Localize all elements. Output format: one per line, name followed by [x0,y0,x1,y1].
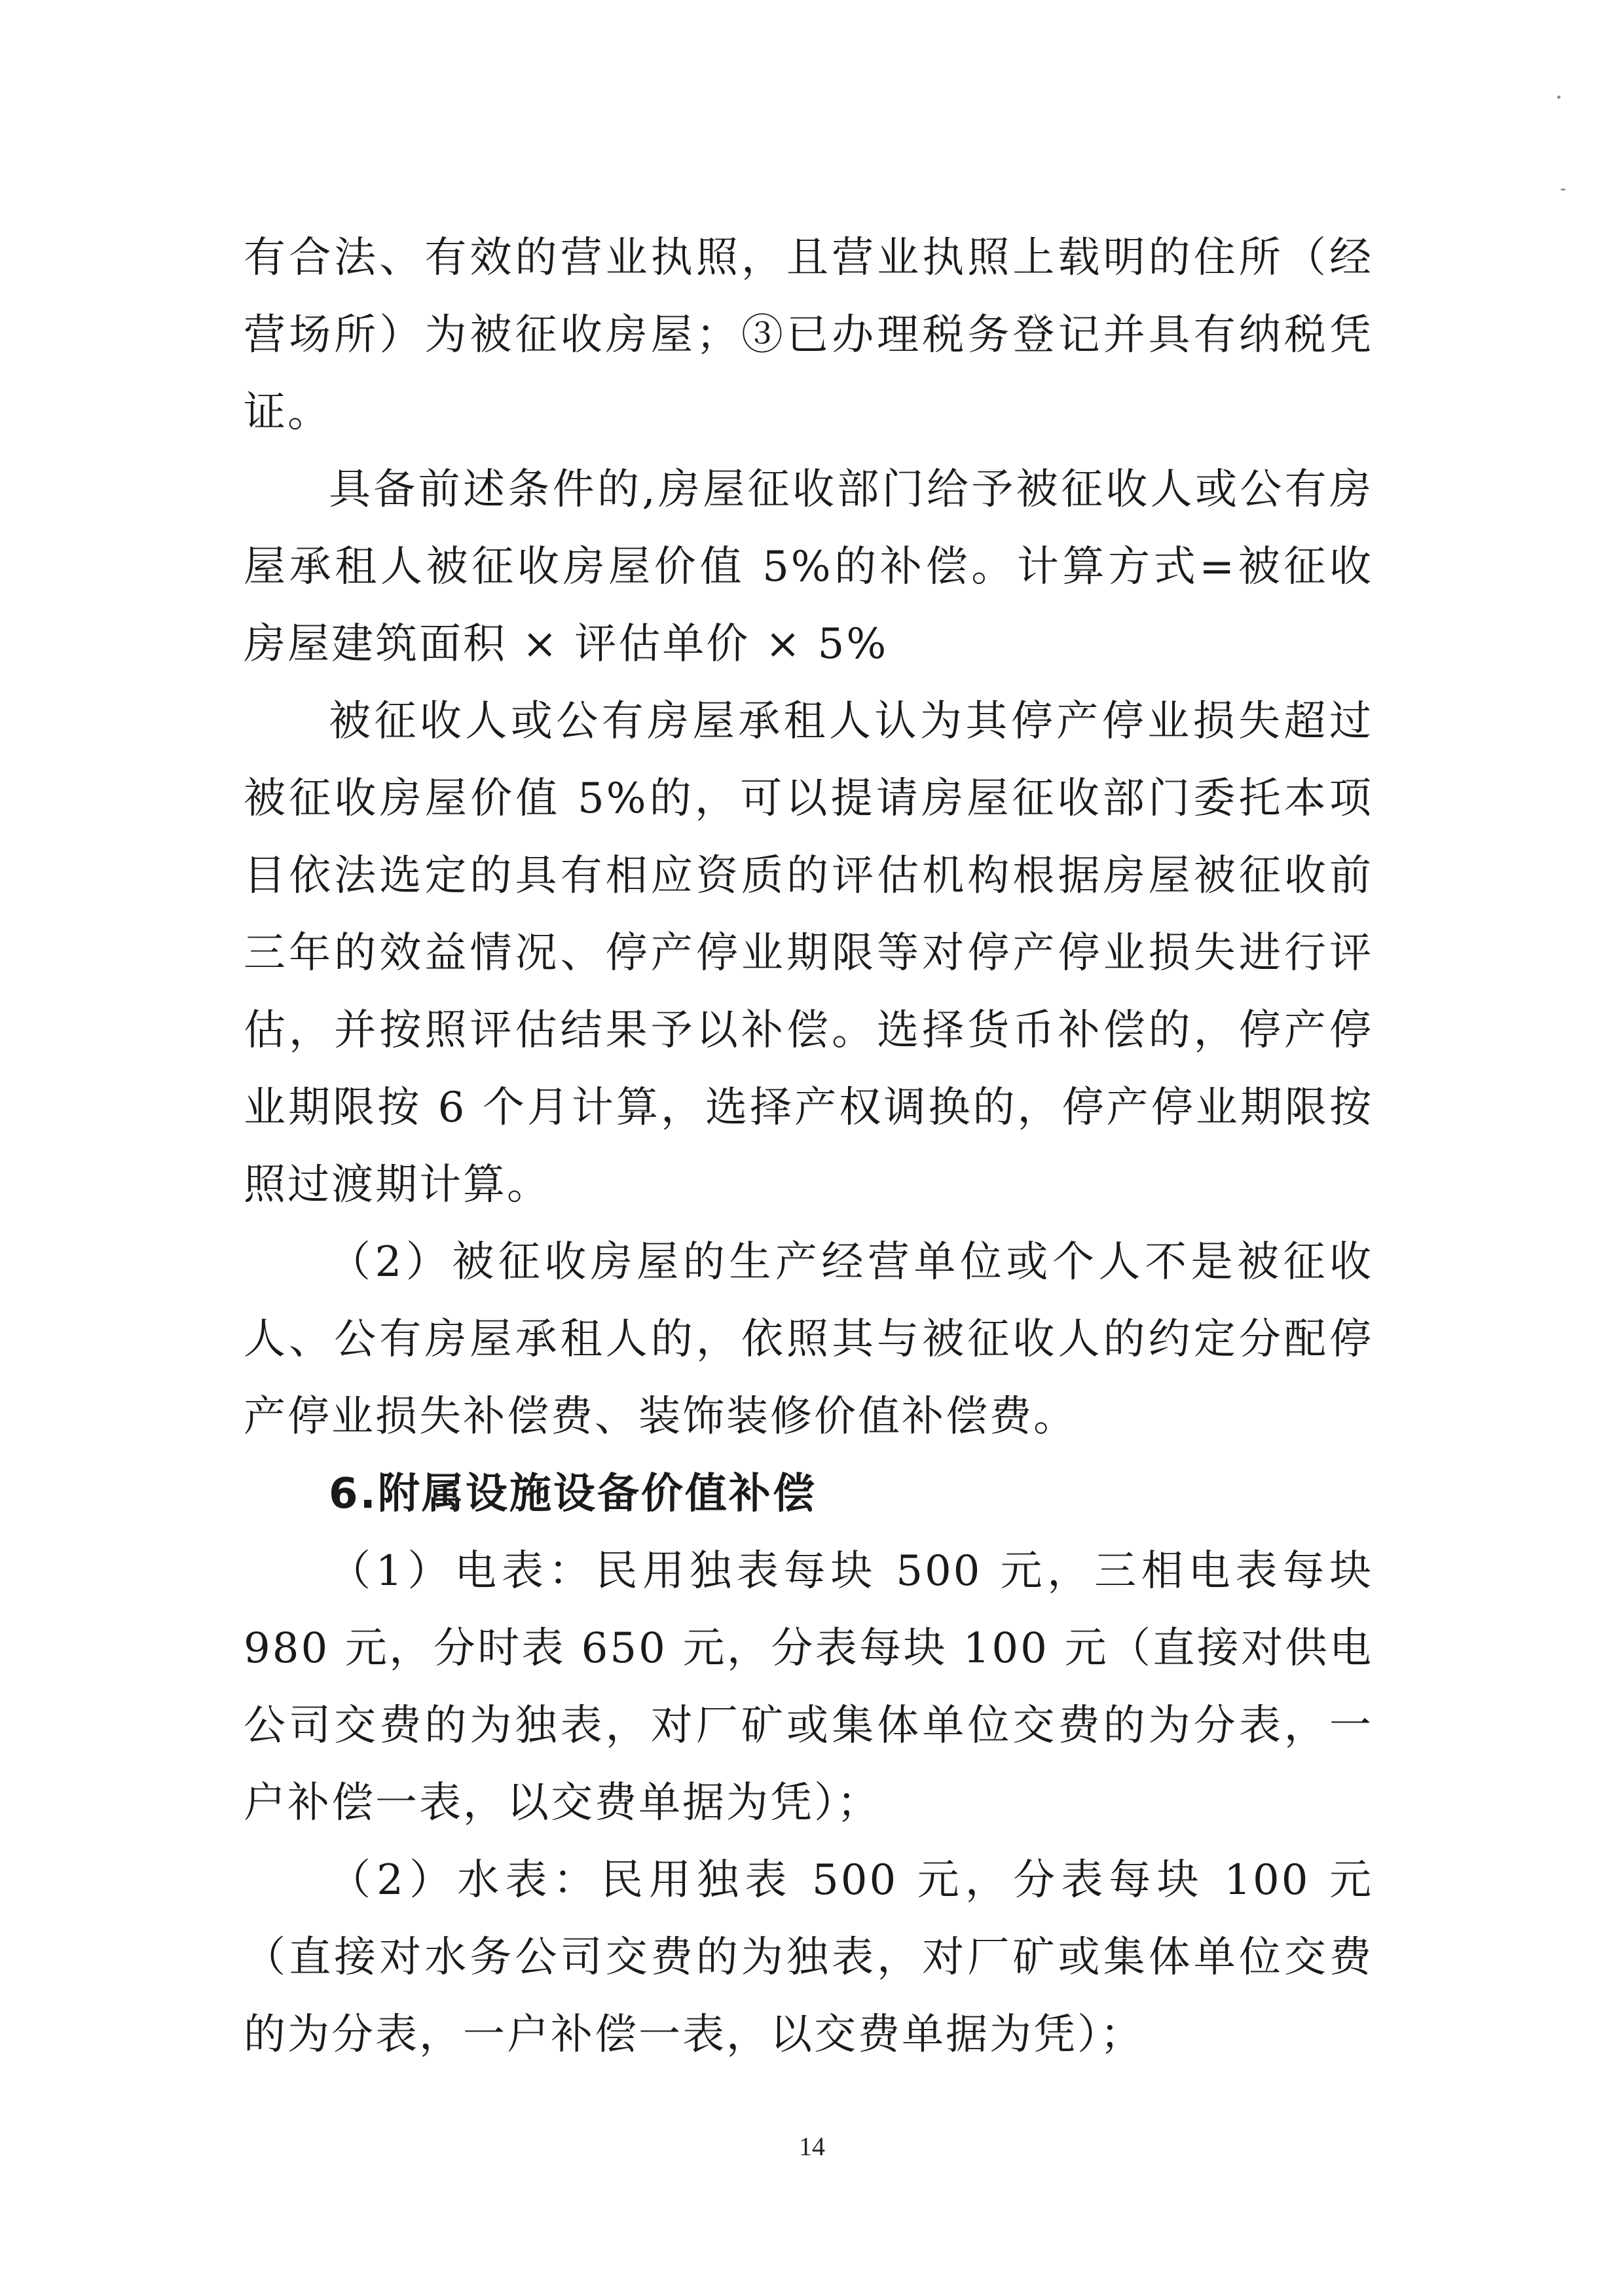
scan-speck [1557,96,1560,99]
page-number: 14 [799,2132,825,2161]
paragraph-compensation-rule: 具备前述条件的,房屋征收部门给予被征收人或公有房屋承租人被征收房屋价值 5%的补偿。计算方式=被征收房屋建筑面积 × 评估单价 × 5% [244,465,1373,668]
paragraph-continuation: 有合法、有效的营业执照，且营业执照上载明的住所（经营场所）为被征收房屋；③已办理税务登记并具有纳税凭证。 [244,234,1373,437]
body-text [244,219,1373,2073]
paragraph-item-2: （2）被征收房屋的生产经营单位或个人不是被征收人、公有房屋承租人的，依照其与被征收人的约定分配停产停业损失补偿费、装饰装修价值补偿费。 [244,1238,1373,1441]
paragraph-electric-meter: （1）电表：民用独表每块 500 元，三相电表每块 980 元，分时表 650 元，分表每块 100 元（直接对供电公司交费的为独表，对厂矿或集体单位交费的为分表，一户补偿一表，以交费单据为凭）； [244,1547,1373,1827]
scan-speck [1560,189,1566,191]
paragraph-water-meter: （2）水表：民用独表 500 元，分表每块 100 元（直接对水务公司交费的为独表，对厂矿或集体单位交费的为分表，一户补偿一表，以交费单据为凭）； [244,1856,1373,2059]
section-heading: 6.附属设施设备价值补偿 [329,1470,817,1518]
paragraph-loss-assessment: 被征收人或公有房屋承租人认为其停产停业损失超过被征收房屋价值 5%的，可以提请房屋征收部门委托本项目依法选定的具有相应资质的评估机构根据房屋被征收前三年的效益情况、停产停业期限等对停产停业损失进行评估，并按照评估结果予以补偿。选择货币补偿的，停产停业期限按 6 个月计算，选择产权调换的，停产停业期限按照过渡期计算。 [244,697,1373,1209]
